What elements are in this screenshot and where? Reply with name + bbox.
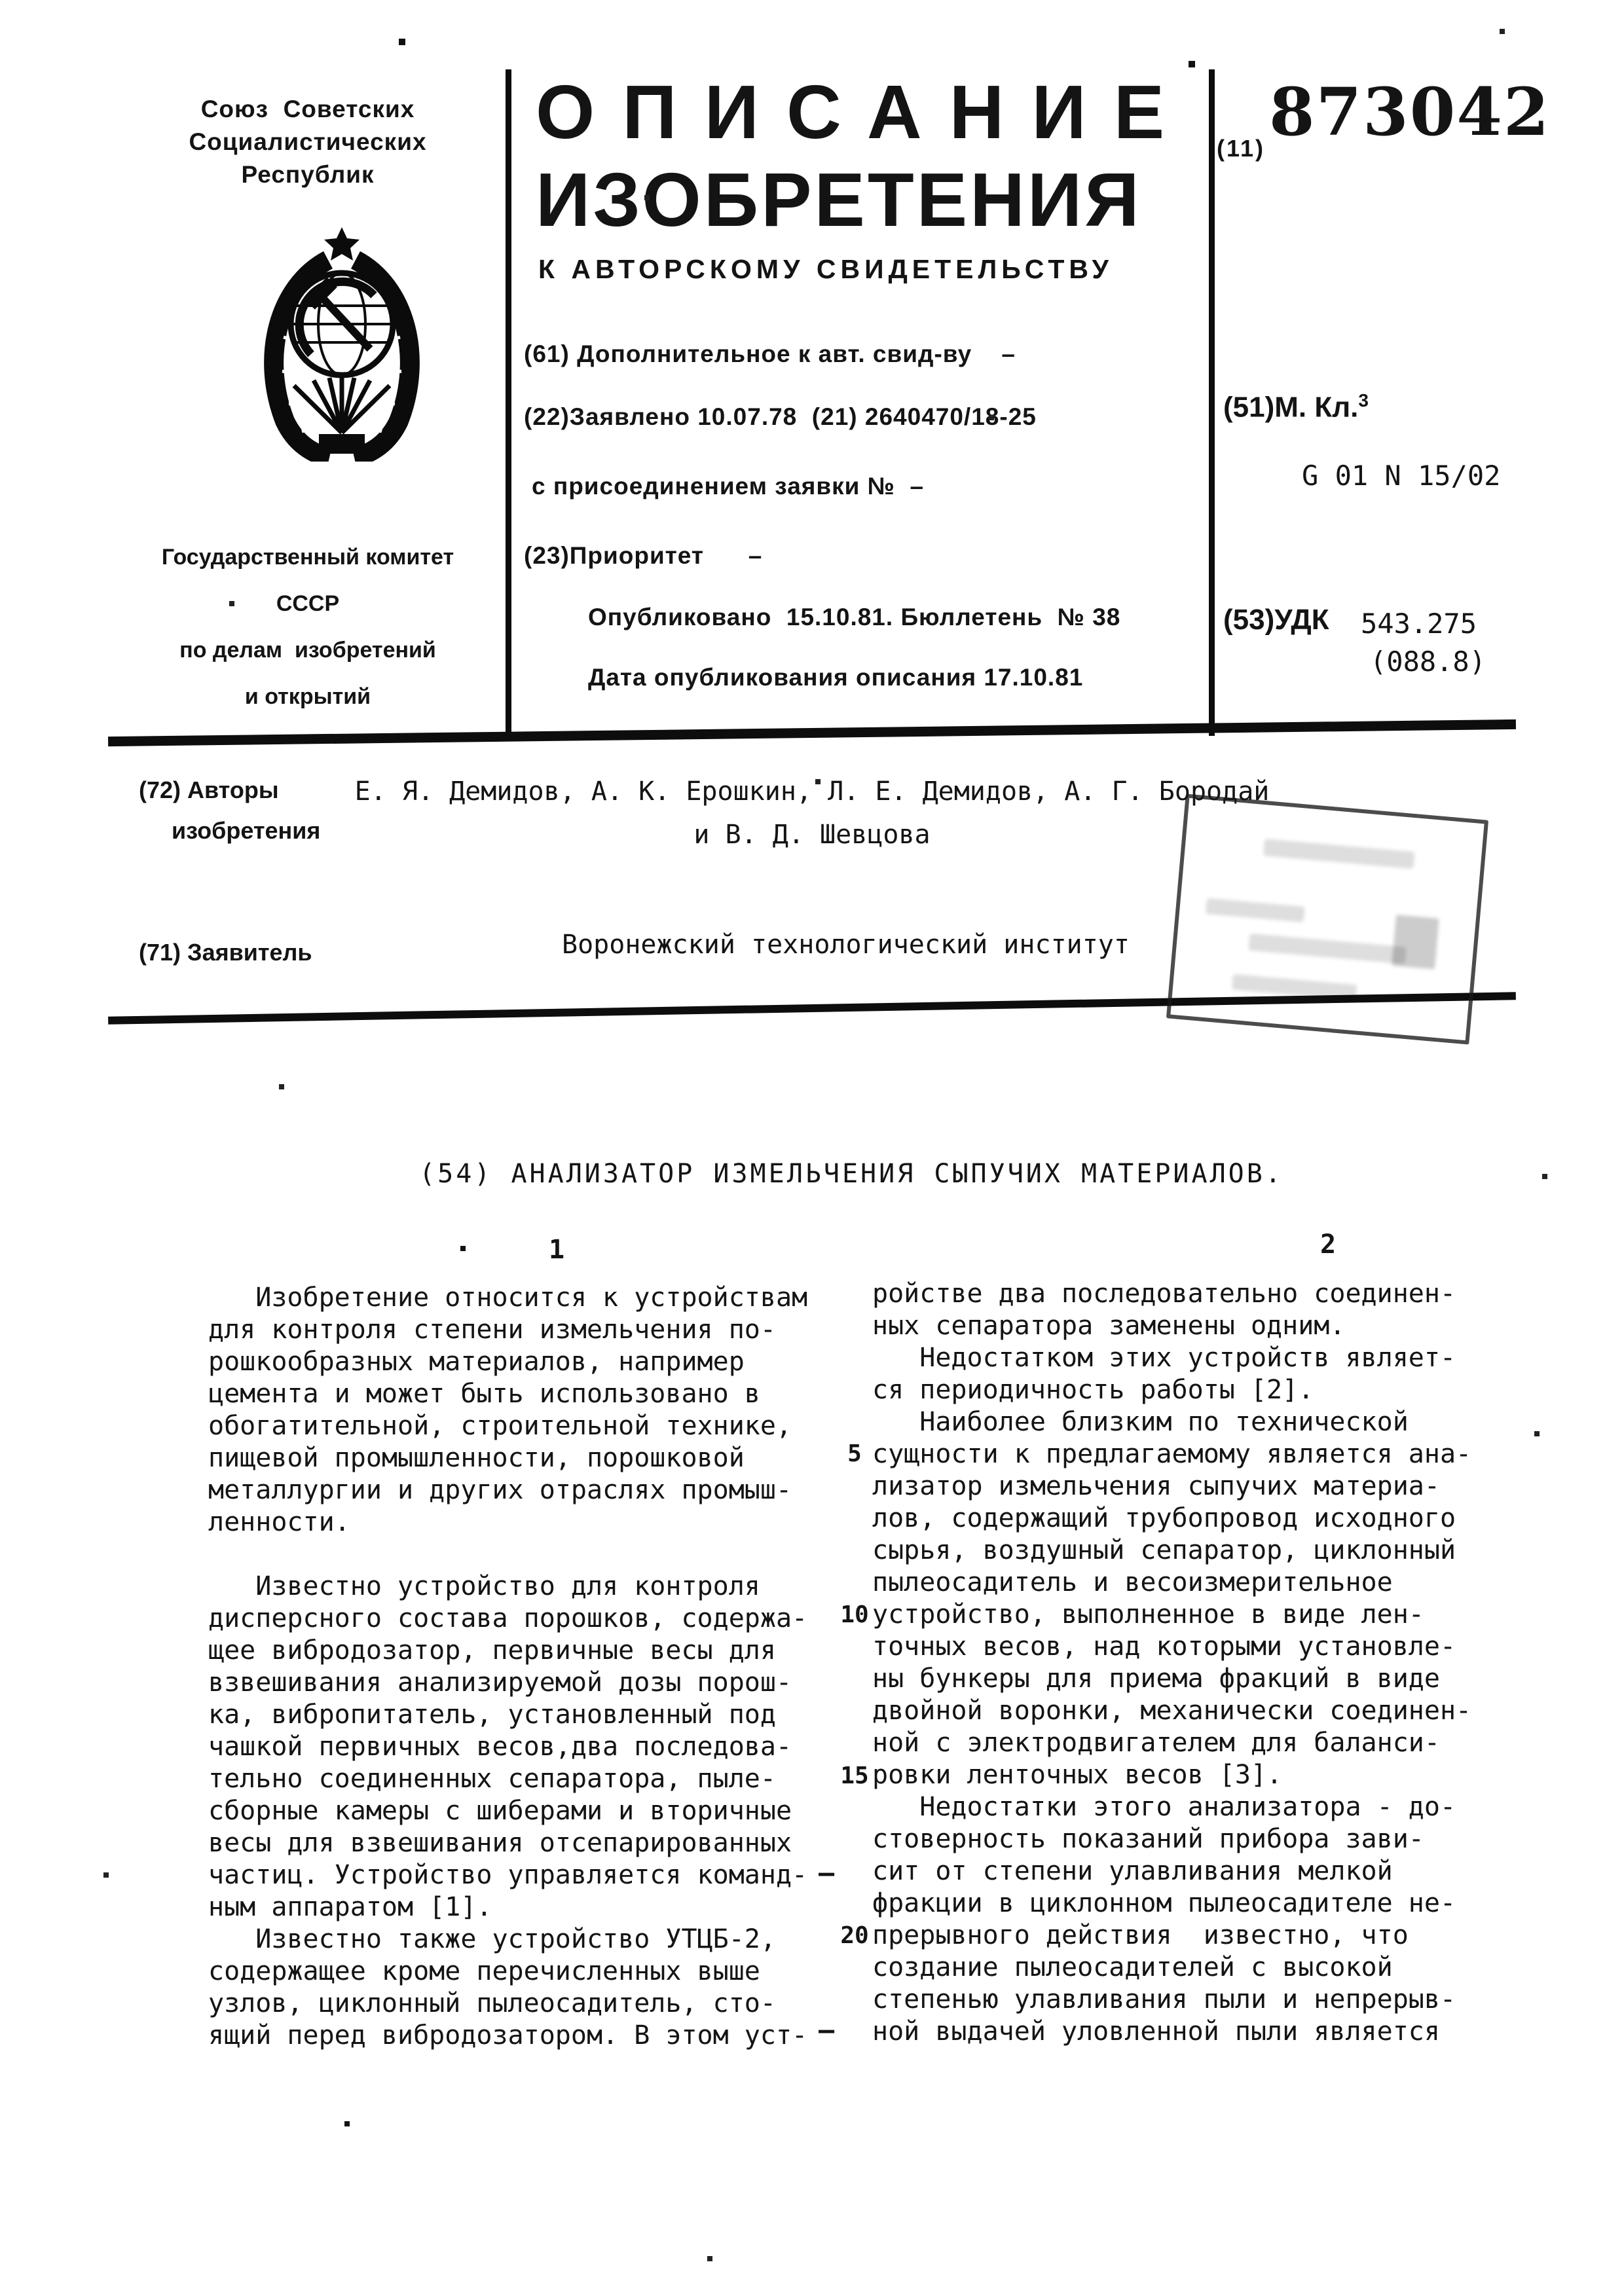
line-number-10: 10 [840,1601,869,1628]
vertical-divider-right [1209,69,1215,736]
stamp-smudge [1206,898,1305,922]
field-description-date: Дата опубликования описания 17.10.81 [588,664,1084,691]
stamp-smudge [1392,915,1439,969]
stamp-smudge [1263,839,1414,869]
header-rule [108,720,1516,746]
doc-number: 873042 [1269,73,1551,151]
applicant-label: (71) Заявитель [139,939,312,966]
gutter-dash: – [819,2015,835,2045]
field-51-ipc-label [1223,390,1369,424]
doc-number-prefix: (11) [1217,135,1266,162]
column-number-2: 2 [1320,1230,1337,1260]
gutter-dash: – [819,1858,835,1888]
vertical-divider-left [506,69,511,736]
field-53-udc-label: (53)УДК [1223,604,1329,636]
field-joined-application: с присоединением заявки № – [532,473,925,500]
ussr-emblem-icon [251,226,433,464]
scan-specks [0,0,3,3]
field-61-supplement: (61) Дополнительное к авт. свид-ву – [524,340,1016,367]
line-number-15: 15 [840,1762,869,1789]
authors-names: Е. Я. Демидов, А. К. Ерошкин, Л. Е. Демидов, А. Г. Бородай и В. Д. Шевцова [354,776,1270,850]
ipc-code: G 01 N 15/02 [1302,460,1501,492]
column-number-1: 1 [549,1235,565,1265]
field-23-priority: (23)Приоритет – [524,542,763,569]
line-number-20: 20 [840,1922,869,1949]
udc-extra: (088.8) [1370,646,1486,678]
field-22-filed: (22)Заявлено 10.07.78 (21) 2640470/18-25 [524,403,1037,430]
udc-value: 543.275 [1361,608,1477,640]
committee-name: Государственный комитет СССР по делам изобретений и открытий [161,545,454,709]
stamp-smudge [1248,934,1406,964]
stamp-smudge [1232,974,1357,1000]
body-column-left: Изобретение относится к устройствам для контроля степени измельчения по- рошкообразных материалов, например цемента и может быть использовано в обогатительной, строительной технике, пищевой промышленности, порошковой металлургии и других отраслях промыш- ленности. Известно устройство для контроля дисперсного состава порошков, содержа- щее вибродозатор, первичные весы для взвешивания анализируемой дозы порош- ка, вибропитатель, установленный под чашкой первичных весов,два последова- тельно соединенных сепаратора, пыле- сборные камеры с шиберами и вторичные весы для взвешивания отсепарированных частиц. Устройство управляется команд- ным аппаратом [1]. Известно также устройство УТЦБ-2, содержащее кроме перечисленных выше узлов, циклонный пылеосадитель, сто- ящий перед вибродозатором. В этом уст- [208,1283,808,2050]
invention-title: (54) АНАЛИЗАТОР ИЗМЕЛЬЧЕНИЯ СЫПУЧИХ МАТЕРИАЛОВ. [419,1159,1283,1189]
union-name: Союз Советских Социалистических Республик [189,96,427,188]
doc-title-opisanie: ОПИСАНИЕ [536,69,1192,155]
body-column-right: ройстве два последовательно соединен- ных сепаратора заменены одним. Недостатком этих устройств являет- ся периодичность работы [2]. Наиболее близким по технической сущности к предлагаемому является ана- лизатор измельчения сыпучих материа- лов, содержащий трубопровод исходного сырья, воздушный сепаратор, циклонный пылеосадитель и весоизмерительное устройство, выполненное в виде лен- точных весов, над которыми установле- ны бункеры для приема фракций в виде двойной воронки, механически соединен- ной с электродвигателем для баланси- ровки ленточных весов [3]. Недостатки этого анализатора - до- стоверность показаний прибора зави- сит от степени улавливания мелкой фракции в циклонном пылеосадителе не- прерывного действия известно, что создание пылеосадителей с высокой степенью улавливания пыли и непрерыв- ной выдачей уловленной пыли является [872,1279,1472,2047]
ipc-label-text: (51)М. Кл. [1223,391,1359,424]
authors-label: (72) Авторы изобретения [139,776,321,844]
doc-subtitle: К АВТОРСКОМУ СВИДЕТЕЛЬСТВУ [538,254,1113,284]
applicant-name: Воронежский технологический институт [562,930,1130,960]
field-published: Опубликовано 15.10.81. Бюллетень № 38 [588,604,1121,630]
doc-title-izobreteniya: ИЗОБРЕТЕНИЯ [536,157,1142,242]
registration-stamp [1166,793,1488,1044]
line-number-5: 5 [847,1440,862,1467]
ipc-superscript: 3 [1358,390,1369,410]
